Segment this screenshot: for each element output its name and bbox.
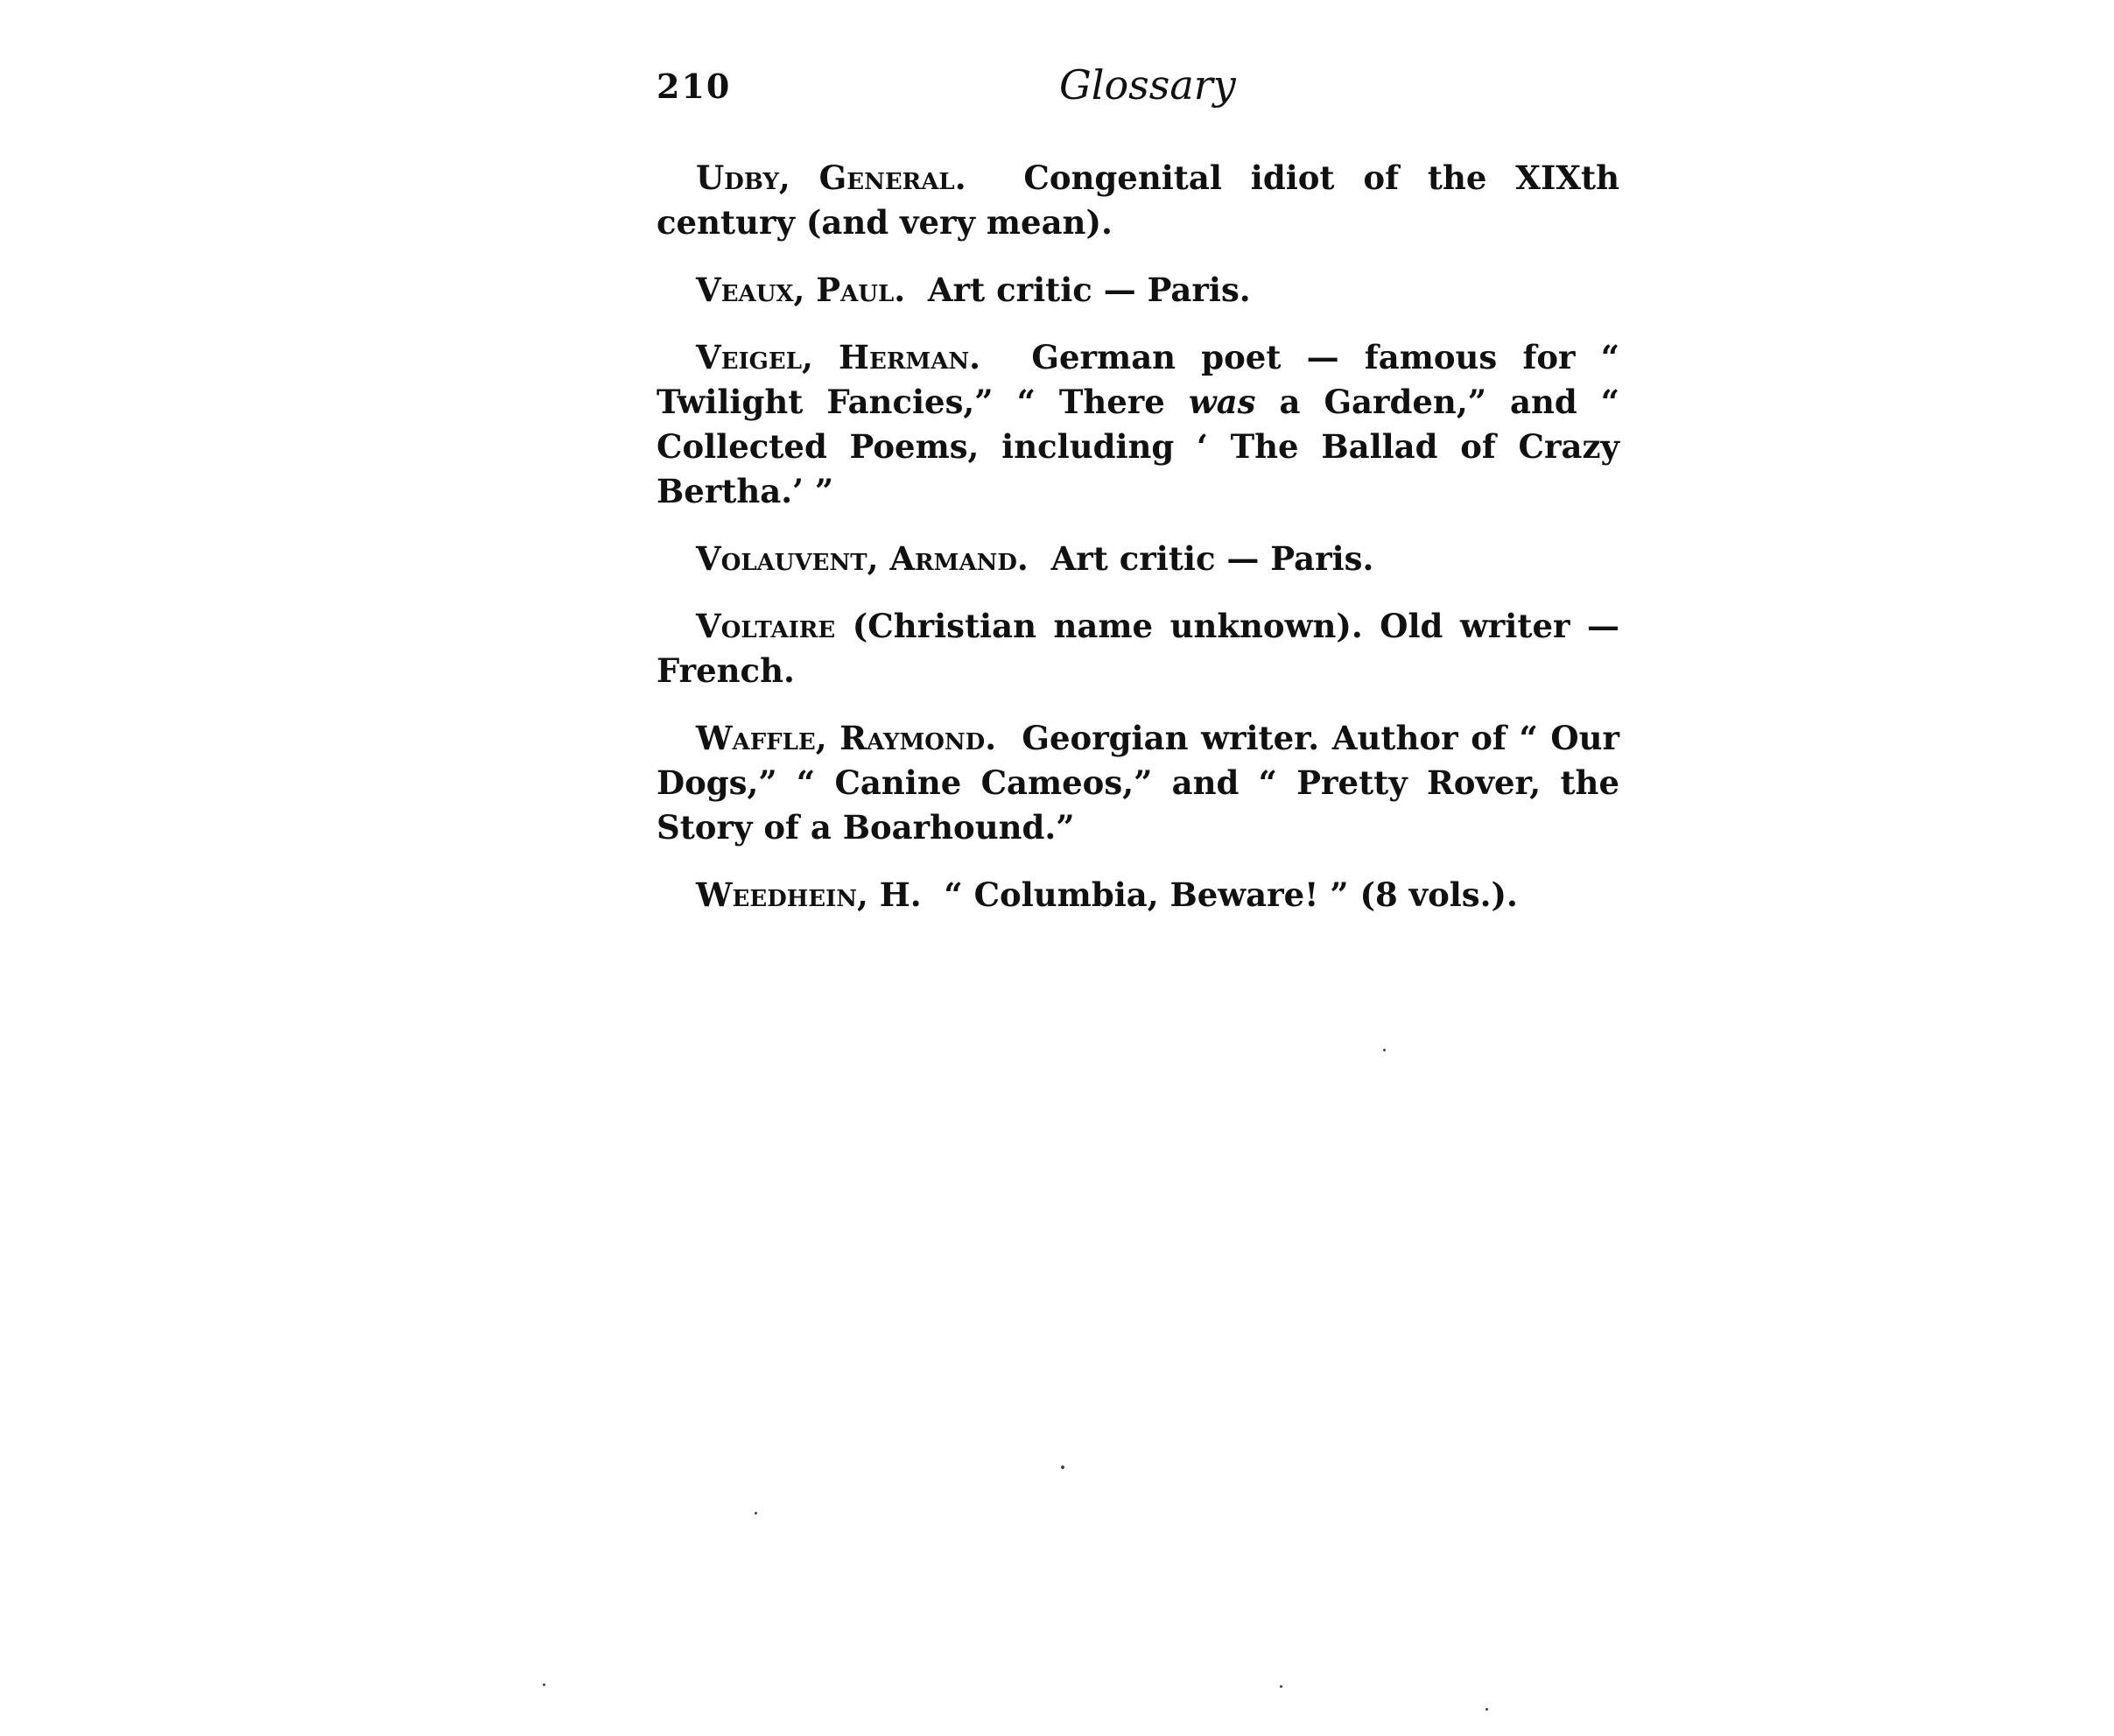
glossary-entry-voltaire <box>657 604 1619 693</box>
entry-text: German poet — famous for “ Twilight Fancies,” “ There <box>657 338 1619 421</box>
entry-text: (Christian name unknown). Old writer — French. <box>657 607 1619 690</box>
glossary-entry-volauvent <box>657 537 1619 581</box>
entry-headword: Waffle, Raymond. <box>696 719 997 757</box>
entry-headword: Veaux, Paul. <box>696 271 906 309</box>
page-header <box>657 61 1619 123</box>
glossary-entry-weedhein <box>657 873 1619 917</box>
scan-speck <box>1061 1465 1064 1469</box>
scan-speck <box>1383 1049 1386 1051</box>
entry-headword: Weedhein, H. <box>696 875 922 914</box>
entry-headword: Volauvent, Armand. <box>696 539 1029 578</box>
entry-text: Art critic — Paris. <box>1050 539 1374 578</box>
entry-headword: Udby, General. <box>696 158 966 197</box>
scan-speck <box>1280 1685 1282 1688</box>
glossary-entry-waffle <box>657 716 1619 850</box>
scan-speck <box>1485 1708 1488 1711</box>
scan-speck <box>755 1512 757 1515</box>
glossary-entry-udby <box>657 156 1619 245</box>
running-head-title: Glossary <box>1059 61 1236 109</box>
entry-text: Congenital idiot of the XIXth century (and very mean). <box>657 158 1620 242</box>
entry-text-italic: was <box>1188 383 1256 421</box>
entry-text: Art critic — Paris. <box>927 271 1251 309</box>
glossary-entry-veaux <box>657 268 1619 313</box>
entry-text: Georgian writer. Author of “ Our Dogs,” “ Canine Cameos,” and “ Pretty Rover, the Story of a Boarhound.” <box>657 719 1619 847</box>
entry-headword: Voltaire <box>696 607 836 645</box>
entry-text: a Garden,” and “ Collected Poems, including ‘ The Ballad of Crazy Bertha.’ ” <box>657 383 1619 510</box>
glossary-entry-veigel <box>657 335 1619 514</box>
page-number: 210 <box>657 67 732 106</box>
glossary-entries <box>657 156 1619 940</box>
entry-headword: Veigel, Herman. <box>696 338 981 376</box>
scan-speck <box>543 1683 545 1686</box>
entry-text: “ Columbia, Beware! ” (8 vols.). <box>944 875 1518 914</box>
